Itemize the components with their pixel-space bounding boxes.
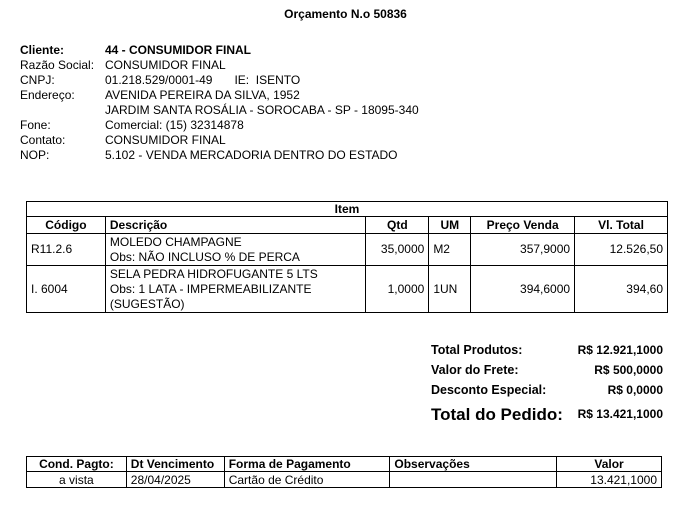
item-desc-line: SELA PEDRA HIDROFUGANTE 5 LTS bbox=[109, 266, 318, 281]
item-desc-line: MOLEDO CHAMPAGNE bbox=[109, 234, 242, 249]
item-qtd: 35,0000 bbox=[366, 234, 429, 266]
razao-value: CONSUMIDOR FINAL bbox=[105, 58, 226, 72]
total-pedido-label: Total do Pedido: bbox=[431, 405, 563, 424]
ie-value: ISENTO bbox=[255, 73, 301, 87]
col-codigo: Código bbox=[27, 217, 106, 234]
items-header: Item bbox=[27, 202, 668, 217]
item-desc-line: Obs: 1 LATA - IMPERMEABILIZANTE bbox=[109, 281, 312, 296]
col-qtd: Qtd bbox=[366, 217, 429, 234]
fone-value: Comercial: (15) 32314878 bbox=[105, 118, 244, 132]
cliente-value: 44 - CONSUMIDOR FINAL bbox=[105, 43, 252, 57]
col-observacoes: Observações bbox=[390, 457, 557, 472]
endereco-line2: JARDIM SANTA ROSÁLIA - SOROCABA - SP - 18095-340 bbox=[105, 103, 419, 117]
items-table bbox=[26, 201, 668, 313]
item-total: 12.526,50 bbox=[575, 234, 668, 266]
endereco-line1: AVENIDA PEREIRA DA SILVA, 1952 bbox=[105, 88, 300, 102]
item-codigo: R11.2.6 bbox=[27, 234, 106, 266]
fone-label: Fone: bbox=[20, 118, 51, 132]
col-dt-vencimento: Dt Vencimento bbox=[126, 457, 224, 472]
col-cond-pagto: Cond. Pagto: bbox=[27, 457, 127, 472]
item-preco: 394,6000 bbox=[471, 266, 575, 313]
pay-obs bbox=[390, 472, 557, 488]
pay-vencimento: 28/04/2025 bbox=[126, 472, 224, 488]
desconto-row bbox=[431, 383, 663, 403]
contato-label: Contato: bbox=[20, 133, 66, 147]
pay-forma: Cartão de Crédito bbox=[224, 472, 390, 488]
valor-frete-label: Valor do Frete: bbox=[431, 363, 519, 377]
col-forma-pagamento: Forma de Pagamento bbox=[224, 457, 390, 472]
item-qtd: 1,0000 bbox=[366, 266, 429, 313]
total-pedido-value: R$ 13.421,1000 bbox=[577, 407, 663, 421]
nop-label: NOP: bbox=[20, 148, 50, 162]
endereco-label: Endereço: bbox=[20, 88, 75, 102]
razao-label: Razão Social: bbox=[20, 58, 95, 72]
nop-value: 5.102 - VENDA MERCADORIA DENTRO DO ESTADO bbox=[105, 148, 398, 162]
document-title: Orçamento N.o 50836 bbox=[284, 7, 407, 21]
cnpj-label: CNPJ: bbox=[20, 73, 55, 87]
item-desc-line: Obs: NÃO INCLUSO % DE PERCA bbox=[109, 249, 300, 264]
table-row bbox=[27, 472, 662, 488]
col-total: Vl. Total bbox=[575, 217, 668, 234]
table-row bbox=[27, 234, 668, 266]
payment-table bbox=[26, 456, 662, 488]
pay-valor: 13.421,1000 bbox=[557, 472, 662, 488]
item-desc-line: (SUGESTÃO) bbox=[109, 296, 185, 311]
desconto-value: R$ 0,0000 bbox=[607, 383, 663, 397]
totals-block bbox=[431, 343, 663, 423]
item-um: 1UN bbox=[429, 266, 471, 313]
valor-frete-row bbox=[431, 363, 663, 383]
total-produtos-row bbox=[431, 343, 663, 363]
valor-frete-value: R$ 500,0000 bbox=[594, 363, 663, 377]
total-produtos-value: R$ 12.921,1000 bbox=[577, 343, 663, 357]
pay-cond: a vista bbox=[27, 472, 127, 488]
item-descricao bbox=[105, 266, 365, 313]
col-um: UM bbox=[429, 217, 471, 234]
ie-label: IE: bbox=[234, 73, 250, 87]
item-total: 394,60 bbox=[575, 266, 668, 313]
item-descricao bbox=[105, 234, 365, 266]
cnpj-value bbox=[105, 73, 300, 88]
cnpj-number: 01.218.529/0001-49 bbox=[105, 73, 213, 87]
item-codigo: I. 6004 bbox=[27, 266, 106, 313]
item-um: M2 bbox=[429, 234, 471, 266]
col-preco: Preço Venda bbox=[471, 217, 575, 234]
table-row bbox=[27, 266, 668, 313]
desconto-label: Desconto Especial: bbox=[431, 383, 547, 397]
item-preco: 357,9000 bbox=[471, 234, 575, 266]
col-descricao: Descrição bbox=[105, 217, 365, 234]
cliente-label: Cliente: bbox=[20, 43, 65, 57]
col-valor: Valor bbox=[557, 457, 662, 472]
total-produtos-label: Total Produtos: bbox=[431, 343, 523, 357]
contato-value: CONSUMIDOR FINAL bbox=[105, 133, 226, 147]
total-pedido-row bbox=[431, 403, 663, 423]
